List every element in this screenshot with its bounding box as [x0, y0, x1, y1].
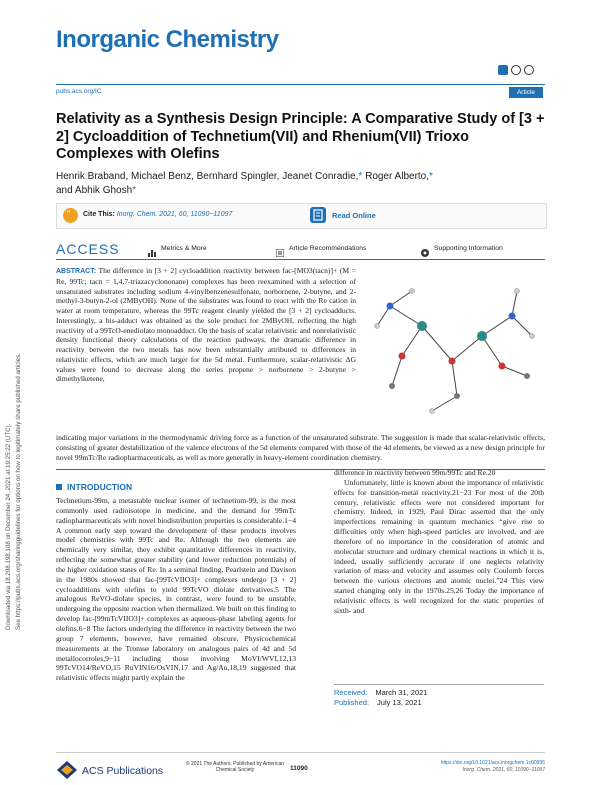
acs-logo-icon	[56, 760, 78, 780]
corresponding-star[interactable]: *	[132, 185, 137, 196]
authors-line-1: Henrik Braband, Michael Benz, Bernhard Spingler, Jeanet Conradie,	[56, 171, 359, 182]
supporting-info-icon[interactable]	[421, 244, 429, 252]
citation-box	[56, 203, 547, 229]
cite-this	[83, 211, 232, 218]
recommendations-link[interactable]: Article Recommendations	[289, 245, 367, 252]
cc-license-icon	[511, 65, 521, 75]
authors-mid: Roger Alberto,	[362, 171, 430, 182]
abstract-label: ABSTRACT:	[56, 268, 97, 275]
publication-dates	[334, 688, 544, 708]
article-type-badge: Article	[509, 87, 543, 98]
intro-right-paragraph-1: difference in reactivity between 99m/99Tc and Re.20	[334, 468, 496, 477]
intro-right-column	[334, 468, 544, 616]
download-side-note	[0, 235, 43, 635]
journal-site-link[interactable]: pubs.acs.org/IC	[56, 88, 102, 95]
received-label: Received:	[334, 688, 368, 697]
copyright-notice: © 2021 The Authors. Published by American Chemical Society	[185, 761, 285, 773]
introduction-heading	[56, 482, 132, 492]
quote-icon: “	[63, 208, 78, 223]
side-note-line-2: See https://pubs.acs.org/sharingguidelines for options on how to legitimately share published articles.	[15, 353, 22, 630]
page-number: 11090	[290, 765, 308, 772]
received-date: March 31, 2021	[375, 688, 428, 697]
header-rule	[56, 84, 545, 85]
access-label: ACCESS	[56, 241, 120, 257]
metrics-icon[interactable]	[148, 244, 156, 252]
abstract-wrapped	[56, 266, 356, 384]
footer-journal-ref: Inorg. Chem. 2021, 60, 11090−11097	[462, 766, 545, 773]
acs-publications-logo[interactable]: ACS Publications	[82, 765, 164, 777]
read-online-link[interactable]: Read Online	[332, 211, 376, 220]
abstract-text-part: The difference in [3 + 2] cycloaddition reactivity between fac-[MO3(tacn)]+ (M = Re, 99Tc; tacn = 1,4,7-triazacyclononane) complexes has been reexamined with a selection of unsaturated substrates including sodium 4-vinylbenzenesulfonate, norbornene, 2-butyne, and 2-methyl-3-butyn-2-ol (2MByOH). None of the substrates was found to react with the Re cation in water at room temperature, whereas the 99Tc reagent cleanly yielded the [3 + 2] cycloadducts. Interestingly, a bis-adduct was obtained as the sole product for 2MByOH, reflecting the high reactivity of a 99TcO-enediolato monoadduct. On the basis of scalar relativistic and nonrelativistic density functional theory calculations of the reaction pathways, the dramatic difference in reactivity between the two metals has now been substantially attributed to differences in relativistic effects, which are much larger for the 5d metal. Furthermore, scalar-relativistic ΔG values were found to decrease along the series propene > norbornene > 2-butyne > dimethylketene,	[56, 266, 356, 384]
supporting-info-link[interactable]: Supporting Information	[434, 245, 503, 252]
introduction-heading-text: INTRODUCTION	[67, 482, 133, 492]
footer-rule	[56, 752, 545, 753]
read-online-icon[interactable]	[310, 207, 326, 223]
cite-label: Cite This:	[83, 211, 115, 218]
open-access-icons	[498, 65, 538, 79]
access-rule	[56, 259, 545, 260]
dates-rule	[334, 684, 544, 685]
intro-paragraph-1: Technetium-99m, a metastable nuclear isomer of technetium-99, is the most commonly used radioisotope in medicine, and the demand for 99mTc radiopharmaceuticals with novel biodistribution properties is considerable.1−4 A common early step toward the development of these products involves model chemistries with 99Tc and Re. Although the two elements are chemically very similar, they exhibit quantitative differences in reactivity, reflecting the somewhat greater stability (and lower reduction potentials) of the higher oxidation states of Re. In a seminal finding, Pearlstein and Davison in the 1980s showed that fac-[99TcVIIO3]+ complexes undergo [3 + 2] cycloadditions with olefins to yield 99TcVO diolate derivatives.5 The analogous ReVO-diolate species, in contrast, were found to be unstable, undergoing the opposite reaction when thermalized. We built on this finding to develop fac-[99mTcVIIO3]+ complexes as aqueous-phase labeling agents for olefins.6−8 The factors underlying the difference in reactivity between the two group 7 elements, however, have remained obscure. Physicochemical measurements at the Tromsø laboratory on analogous pairs of 4d and 5d metallocorroles,9−11 including those involving MoVI/WVI,12,13 99TcVO14/ReVO,15 RuVIN16/OsVIN,17 and Ag/Au,18,19 suggested that relativistic effects might partly explain the	[56, 496, 296, 683]
section-square-icon	[56, 484, 62, 490]
metrics-link[interactable]: Metrics & More	[161, 245, 207, 252]
abstract-continued: indicating major variations in the thermodynamic driving force as a function of the unsaturated substrate. The suggestion is made that scalar-relativistic effects, consisting of greater destabilization of the valence electrons of the 5d elements compared with those of the 4d elements, be viewed as a new design principle for novel 99mTc/Re radiopharmaceuticals, as well as more generally in heavy-element coordination chemistry.	[56, 433, 545, 462]
published-date: July 13, 2021	[377, 698, 422, 707]
corresponding-star[interactable]: *	[358, 171, 363, 182]
footer-doi	[400, 760, 545, 773]
acs-authorchoice-icon	[498, 65, 508, 75]
published-label: Published:	[334, 698, 370, 707]
corresponding-star[interactable]: *	[429, 171, 433, 182]
access-bar	[56, 239, 545, 259]
side-note-line-1: Downloaded via 18.208.198.108 on December 24, 2021 at 19:25:22 (UTC).	[5, 423, 12, 630]
doi-link[interactable]: https://doi.org/10.1021/acs.inorgchem.1c00995	[440, 760, 545, 766]
recommendations-icon[interactable]	[276, 244, 284, 252]
intro-left-column	[56, 496, 296, 683]
author-list	[56, 170, 536, 198]
journal-title[interactable]: Inorganic Chemistry	[56, 26, 279, 53]
cite-reference[interactable]: Inorg. Chem. 2021, 60, 11090−11097	[116, 211, 233, 218]
cc-by-icon	[524, 65, 534, 75]
molecular-structure-graphic	[362, 266, 542, 424]
paper-title: Relativity as a Synthesis Design Principle: A Comparative Study of [3 + 2] Cycloaddition of Technetium(VII) and Rhenium(VII) Trioxo Complexes with Olefins	[56, 111, 545, 162]
intro-right-paragraph-2: Unfortunately, little is known about the importance of relativistic effects for transition-metal reactivity.21−23 For most of the 20th century, relativistic effects were not considered important for chemistry. Indeed, in 1929, Paul Dirac asserted that the only imperfections remaining in quantum mechanics “give rise to difficulties only when high-speed particles are involved, and are therefore of no importance in the consideration of atomic and molecular structure and ordinary chemical reactions in which it is, indeed, usually sufficiently accurate if one neglects relativity variation of mass and velocity and assumes only Coulomb forces between the various electrons and atomic nuclei.”24 This view started changing only in the 1970s.25,26 Today the importance of relativistic effects is well recognized for the static properties of sixth- and	[334, 477, 544, 615]
authors-line-2: and Abhik Ghosh	[56, 185, 133, 196]
